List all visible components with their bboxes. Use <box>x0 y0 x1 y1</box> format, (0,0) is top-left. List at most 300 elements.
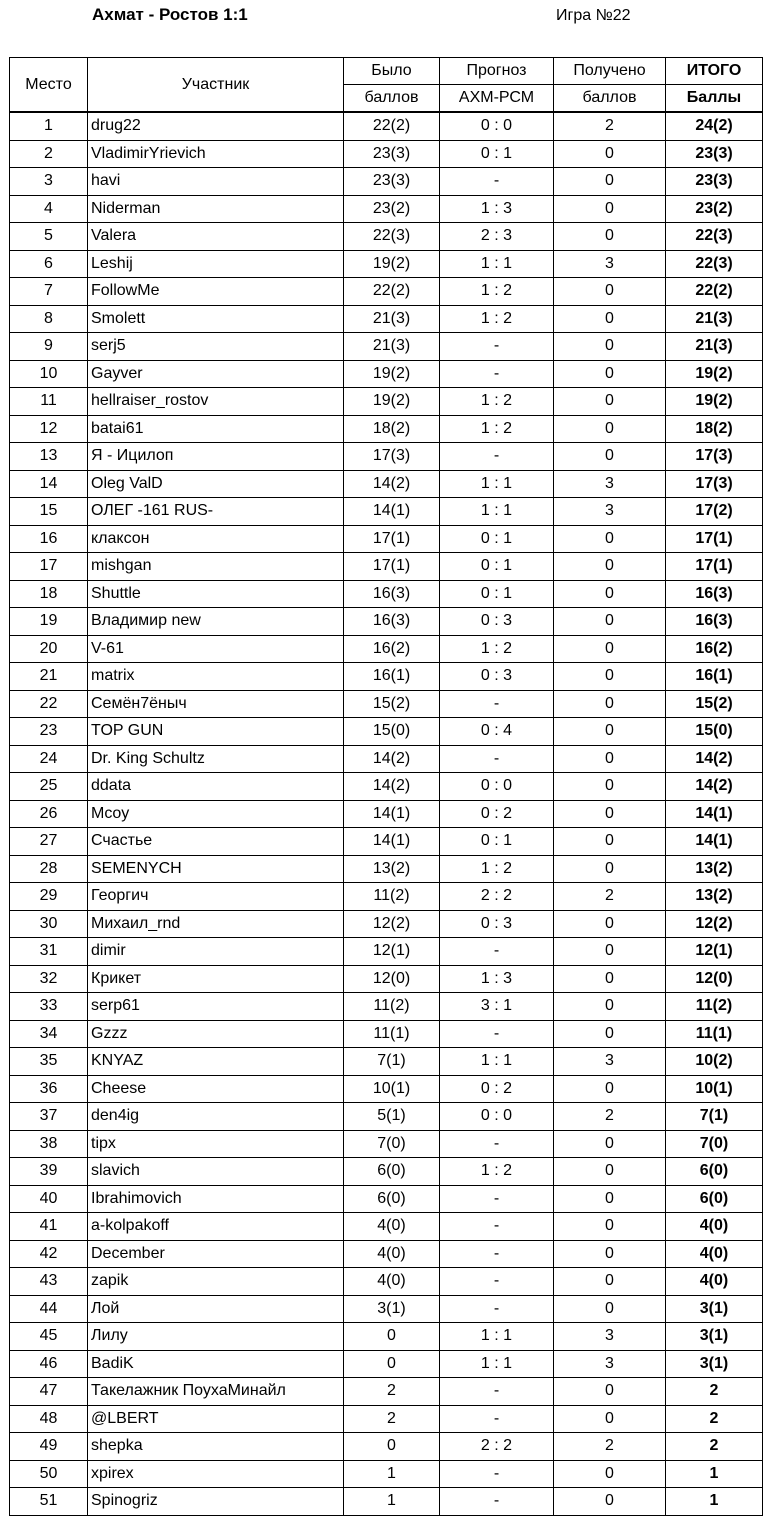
place-cell: 15 <box>10 498 88 526</box>
table-row <box>10 965 763 993</box>
points-before-cell: 12(2) <box>344 910 440 938</box>
total-points-cell: 13(2) <box>666 855 763 883</box>
table-row <box>10 773 763 801</box>
prediction-cell: 1 : 2 <box>440 388 554 416</box>
points-received-cell: 0 <box>554 718 666 746</box>
table-row <box>10 415 763 443</box>
prediction-cell: 1 : 2 <box>440 855 554 883</box>
table-row <box>10 1433 763 1461</box>
table-row <box>10 140 763 168</box>
place-cell: 42 <box>10 1240 88 1268</box>
prediction-cell: - <box>440 1213 554 1241</box>
prediction-cell: 0 : 3 <box>440 663 554 691</box>
total-points-cell: 11(2) <box>666 993 763 1021</box>
place-cell: 38 <box>10 1130 88 1158</box>
place-cell: 30 <box>10 910 88 938</box>
points-before-cell: 21(3) <box>344 305 440 333</box>
points-before-cell: 5(1) <box>344 1103 440 1131</box>
points-before-cell: 16(3) <box>344 580 440 608</box>
points-received-cell: 0 <box>554 553 666 581</box>
table-row <box>10 580 763 608</box>
participant-cell: Gzzz <box>88 1020 344 1048</box>
place-cell: 2 <box>10 140 88 168</box>
total-points-cell: 6(0) <box>666 1158 763 1186</box>
points-before-cell: 2 <box>344 1378 440 1406</box>
prediction-cell: 2 : 3 <box>440 223 554 251</box>
points-before-cell: 7(1) <box>344 1048 440 1076</box>
total-points-cell: 16(3) <box>666 608 763 636</box>
place-cell: 13 <box>10 443 88 471</box>
points-received-cell: 0 <box>554 223 666 251</box>
points-received-cell: 0 <box>554 1185 666 1213</box>
total-points-cell: 17(3) <box>666 443 763 471</box>
header-prediction-top: Прогноз <box>440 58 554 85</box>
points-received-cell: 0 <box>554 663 666 691</box>
participant-cell: tipx <box>88 1130 344 1158</box>
table-body <box>10 112 763 1515</box>
points-before-cell: 6(0) <box>344 1185 440 1213</box>
points-received-cell: 0 <box>554 828 666 856</box>
table-row <box>10 608 763 636</box>
points-before-cell: 23(3) <box>344 168 440 196</box>
place-cell: 29 <box>10 883 88 911</box>
total-points-cell: 12(0) <box>666 965 763 993</box>
participant-cell: Владимир new <box>88 608 344 636</box>
points-before-cell: 4(0) <box>344 1268 440 1296</box>
prediction-cell: 0 : 1 <box>440 828 554 856</box>
participant-cell: Я - Ицилоп <box>88 443 344 471</box>
prediction-cell: 0 : 4 <box>440 718 554 746</box>
place-cell: 45 <box>10 1323 88 1351</box>
points-before-cell: 17(1) <box>344 553 440 581</box>
total-points-cell: 1 <box>666 1460 763 1488</box>
prediction-cell: 1 : 2 <box>440 635 554 663</box>
total-points-cell: 2 <box>666 1405 763 1433</box>
points-received-cell: 0 <box>554 360 666 388</box>
table-row <box>10 1240 763 1268</box>
participant-cell: FollowMe <box>88 278 344 306</box>
place-cell: 49 <box>10 1433 88 1461</box>
total-points-cell: 14(2) <box>666 773 763 801</box>
total-points-cell: 17(2) <box>666 498 763 526</box>
points-received-cell: 0 <box>554 1378 666 1406</box>
place-cell: 40 <box>10 1185 88 1213</box>
total-points-cell: 15(0) <box>666 718 763 746</box>
prediction-cell: - <box>440 1185 554 1213</box>
place-cell: 32 <box>10 965 88 993</box>
points-received-cell: 0 <box>554 938 666 966</box>
place-cell: 47 <box>10 1378 88 1406</box>
prediction-cell: - <box>440 690 554 718</box>
place-cell: 7 <box>10 278 88 306</box>
prediction-cell: 0 : 3 <box>440 910 554 938</box>
points-before-cell: 10(1) <box>344 1075 440 1103</box>
table-row <box>10 443 763 471</box>
prediction-cell: 1 : 2 <box>440 415 554 443</box>
participant-cell: Leshij <box>88 250 344 278</box>
place-cell: 5 <box>10 223 88 251</box>
points-received-cell: 0 <box>554 140 666 168</box>
participant-cell: BadiK <box>88 1350 344 1378</box>
points-before-cell: 7(0) <box>344 1130 440 1158</box>
place-cell: 18 <box>10 580 88 608</box>
points-received-cell: 0 <box>554 690 666 718</box>
table-row <box>10 195 763 223</box>
points-before-cell: 12(0) <box>344 965 440 993</box>
points-before-cell: 21(3) <box>344 333 440 361</box>
points-received-cell: 0 <box>554 443 666 471</box>
points-received-cell: 0 <box>554 1488 666 1516</box>
participant-cell: Niderman <box>88 195 344 223</box>
participant-cell: Лой <box>88 1295 344 1323</box>
place-cell: 25 <box>10 773 88 801</box>
total-points-cell: 3(1) <box>666 1295 763 1323</box>
prediction-cell: - <box>440 333 554 361</box>
place-cell: 50 <box>10 1460 88 1488</box>
table-row <box>10 745 763 773</box>
total-points-cell: 12(2) <box>666 910 763 938</box>
table-row <box>10 1295 763 1323</box>
participant-cell: Счастье <box>88 828 344 856</box>
table-row <box>10 223 763 251</box>
prediction-cell: 0 : 0 <box>440 1103 554 1131</box>
total-points-cell: 15(2) <box>666 690 763 718</box>
total-points-cell: 23(2) <box>666 195 763 223</box>
participant-cell: SEMENYCH <box>88 855 344 883</box>
participant-cell: Семён7ёныч <box>88 690 344 718</box>
points-before-cell: 14(1) <box>344 800 440 828</box>
place-cell: 22 <box>10 690 88 718</box>
header-total-top: ИТОГО <box>666 58 763 85</box>
table-row <box>10 278 763 306</box>
points-before-cell: 0 <box>344 1350 440 1378</box>
points-received-cell: 0 <box>554 1213 666 1241</box>
table-row <box>10 690 763 718</box>
game-number: Игра №22 <box>556 7 631 24</box>
participant-cell: Лилу <box>88 1323 344 1351</box>
points-received-cell: 0 <box>554 1158 666 1186</box>
points-before-cell: 15(0) <box>344 718 440 746</box>
table-row <box>10 1323 763 1351</box>
participant-cell: Крикет <box>88 965 344 993</box>
points-before-cell: 1 <box>344 1488 440 1516</box>
header-prediction-bottom: АХМ-РСМ <box>440 85 554 113</box>
total-points-cell: 19(2) <box>666 360 763 388</box>
table-row <box>10 1185 763 1213</box>
place-cell: 3 <box>10 168 88 196</box>
participant-cell: VladimirYrievich <box>88 140 344 168</box>
total-points-cell: 4(0) <box>666 1268 763 1296</box>
total-points-cell: 3(1) <box>666 1323 763 1351</box>
points-before-cell: 22(2) <box>344 278 440 306</box>
place-cell: 21 <box>10 663 88 691</box>
points-before-cell: 19(2) <box>344 388 440 416</box>
points-before-cell: 22(2) <box>344 112 440 140</box>
place-cell: 6 <box>10 250 88 278</box>
prediction-cell: - <box>440 1488 554 1516</box>
place-cell: 20 <box>10 635 88 663</box>
header-participant: Участник <box>88 58 344 113</box>
prediction-cell: 2 : 2 <box>440 883 554 911</box>
prediction-cell: 0 : 1 <box>440 580 554 608</box>
place-cell: 11 <box>10 388 88 416</box>
total-points-cell: 17(3) <box>666 470 763 498</box>
participant-cell: havi <box>88 168 344 196</box>
place-cell: 17 <box>10 553 88 581</box>
prediction-cell: 1 : 2 <box>440 1158 554 1186</box>
total-points-cell: 23(3) <box>666 168 763 196</box>
table-row <box>10 1488 763 1516</box>
participant-cell: xpirex <box>88 1460 344 1488</box>
place-cell: 19 <box>10 608 88 636</box>
prediction-cell: - <box>440 745 554 773</box>
points-before-cell: 6(0) <box>344 1158 440 1186</box>
participant-cell: drug22 <box>88 112 344 140</box>
total-points-cell: 3(1) <box>666 1350 763 1378</box>
header-place: Место <box>10 58 88 113</box>
prediction-cell: 0 : 1 <box>440 525 554 553</box>
points-received-cell: 0 <box>554 388 666 416</box>
place-cell: 14 <box>10 470 88 498</box>
participant-cell: Cheese <box>88 1075 344 1103</box>
points-before-cell: 17(3) <box>344 443 440 471</box>
total-points-cell: 11(1) <box>666 1020 763 1048</box>
points-received-cell: 0 <box>554 278 666 306</box>
total-points-cell: 7(1) <box>666 1103 763 1131</box>
prediction-cell: 0 : 2 <box>440 800 554 828</box>
points-received-cell: 3 <box>554 1048 666 1076</box>
prediction-cell: 1 : 1 <box>440 470 554 498</box>
total-points-cell: 4(0) <box>666 1213 763 1241</box>
total-points-cell: 1 <box>666 1488 763 1516</box>
table-row <box>10 993 763 1021</box>
header-before-top: Было <box>344 58 440 85</box>
participant-cell: Spinogriz <box>88 1488 344 1516</box>
total-points-cell: 16(3) <box>666 580 763 608</box>
points-received-cell: 0 <box>554 580 666 608</box>
points-before-cell: 16(2) <box>344 635 440 663</box>
points-received-cell: 0 <box>554 635 666 663</box>
prediction-cell: - <box>440 443 554 471</box>
prediction-cell: 1 : 3 <box>440 195 554 223</box>
total-points-cell: 17(1) <box>666 525 763 553</box>
points-before-cell: 23(2) <box>344 195 440 223</box>
points-before-cell: 14(2) <box>344 745 440 773</box>
total-points-cell: 22(3) <box>666 223 763 251</box>
prediction-cell: 1 : 2 <box>440 305 554 333</box>
participant-cell: Smolett <box>88 305 344 333</box>
participant-cell: Shuttle <box>88 580 344 608</box>
participant-cell: mishgan <box>88 553 344 581</box>
points-before-cell: 3(1) <box>344 1295 440 1323</box>
participant-cell: ОЛЕГ -161 RUS- <box>88 498 344 526</box>
table-row <box>10 305 763 333</box>
table-row <box>10 553 763 581</box>
prediction-cell: 0 : 3 <box>440 608 554 636</box>
table-row <box>10 883 763 911</box>
header-received-bottom: баллов <box>554 85 666 113</box>
prediction-cell: - <box>440 1378 554 1406</box>
participant-cell: matrix <box>88 663 344 691</box>
points-received-cell: 0 <box>554 1075 666 1103</box>
participant-cell: serj5 <box>88 333 344 361</box>
participant-cell: dimir <box>88 938 344 966</box>
points-received-cell: 0 <box>554 1240 666 1268</box>
prediction-cell: 1 : 1 <box>440 1350 554 1378</box>
participant-cell: V-61 <box>88 635 344 663</box>
prediction-cell: - <box>440 360 554 388</box>
participant-cell: Ibrahimovich <box>88 1185 344 1213</box>
points-received-cell: 3 <box>554 1323 666 1351</box>
points-before-cell: 14(1) <box>344 498 440 526</box>
participant-cell: ddata <box>88 773 344 801</box>
prediction-cell: - <box>440 1020 554 1048</box>
place-cell: 43 <box>10 1268 88 1296</box>
participant-cell: Gayver <box>88 360 344 388</box>
table-row <box>10 1103 763 1131</box>
table-row <box>10 1350 763 1378</box>
place-cell: 16 <box>10 525 88 553</box>
total-points-cell: 7(0) <box>666 1130 763 1158</box>
match-title: Ахмат - Ростов 1:1 <box>92 5 248 24</box>
table-row <box>10 168 763 196</box>
table-row <box>10 1075 763 1103</box>
total-points-cell: 10(1) <box>666 1075 763 1103</box>
total-points-cell: 14(2) <box>666 745 763 773</box>
points-received-cell: 3 <box>554 1350 666 1378</box>
place-cell: 44 <box>10 1295 88 1323</box>
table-row <box>10 663 763 691</box>
total-points-cell: 23(3) <box>666 140 763 168</box>
prediction-cell: - <box>440 938 554 966</box>
prediction-cell: 1 : 1 <box>440 250 554 278</box>
points-before-cell: 16(1) <box>344 663 440 691</box>
points-received-cell: 0 <box>554 993 666 1021</box>
total-points-cell: 10(2) <box>666 1048 763 1076</box>
prediction-cell: - <box>440 1295 554 1323</box>
table-row <box>10 1378 763 1406</box>
place-cell: 51 <box>10 1488 88 1516</box>
points-before-cell: 1 <box>344 1460 440 1488</box>
participant-cell: Mcoy <box>88 800 344 828</box>
prediction-cell: - <box>440 1130 554 1158</box>
prediction-cell: 1 : 1 <box>440 1048 554 1076</box>
table-row <box>10 1460 763 1488</box>
table-row <box>10 938 763 966</box>
table-row <box>10 498 763 526</box>
points-received-cell: 0 <box>554 195 666 223</box>
place-cell: 10 <box>10 360 88 388</box>
participant-cell: Valera <box>88 223 344 251</box>
table-row <box>10 1405 763 1433</box>
prediction-cell: 1 : 1 <box>440 498 554 526</box>
points-before-cell: 19(2) <box>344 360 440 388</box>
points-received-cell: 0 <box>554 305 666 333</box>
participant-cell: @LBERT <box>88 1405 344 1433</box>
place-cell: 46 <box>10 1350 88 1378</box>
participant-cell: shepka <box>88 1433 344 1461</box>
place-cell: 27 <box>10 828 88 856</box>
participant-cell: December <box>88 1240 344 1268</box>
points-received-cell: 0 <box>554 1268 666 1296</box>
points-received-cell: 3 <box>554 498 666 526</box>
prediction-cell: 0 : 2 <box>440 1075 554 1103</box>
place-cell: 9 <box>10 333 88 361</box>
total-points-cell: 2 <box>666 1433 763 1461</box>
prediction-cell: 1 : 1 <box>440 1323 554 1351</box>
place-cell: 35 <box>10 1048 88 1076</box>
points-before-cell: 0 <box>344 1323 440 1351</box>
points-received-cell: 0 <box>554 525 666 553</box>
points-received-cell: 0 <box>554 415 666 443</box>
points-received-cell: 2 <box>554 1433 666 1461</box>
participant-cell: den4ig <box>88 1103 344 1131</box>
table-row <box>10 1158 763 1186</box>
points-received-cell: 0 <box>554 1405 666 1433</box>
table-row <box>10 470 763 498</box>
points-received-cell: 0 <box>554 333 666 361</box>
points-before-cell: 18(2) <box>344 415 440 443</box>
participant-cell: TOP GUN <box>88 718 344 746</box>
prediction-cell: 0 : 1 <box>440 140 554 168</box>
points-before-cell: 17(1) <box>344 525 440 553</box>
total-points-cell: 13(2) <box>666 883 763 911</box>
header-row-top <box>10 58 763 85</box>
points-received-cell: 0 <box>554 1020 666 1048</box>
table-row <box>10 828 763 856</box>
points-before-cell: 4(0) <box>344 1240 440 1268</box>
table-row <box>10 360 763 388</box>
prediction-cell: - <box>440 168 554 196</box>
place-cell: 41 <box>10 1213 88 1241</box>
total-points-cell: 21(3) <box>666 333 763 361</box>
points-received-cell: 0 <box>554 1295 666 1323</box>
total-points-cell: 4(0) <box>666 1240 763 1268</box>
participant-cell: клаксон <box>88 525 344 553</box>
place-cell: 12 <box>10 415 88 443</box>
points-before-cell: 15(2) <box>344 690 440 718</box>
points-received-cell: 2 <box>554 883 666 911</box>
total-points-cell: 18(2) <box>666 415 763 443</box>
place-cell: 4 <box>10 195 88 223</box>
prediction-cell: 1 : 3 <box>440 965 554 993</box>
total-points-cell: 21(3) <box>666 305 763 333</box>
place-cell: 48 <box>10 1405 88 1433</box>
points-received-cell: 3 <box>554 250 666 278</box>
points-received-cell: 0 <box>554 855 666 883</box>
place-cell: 26 <box>10 800 88 828</box>
points-before-cell: 4(0) <box>344 1213 440 1241</box>
points-before-cell: 23(3) <box>344 140 440 168</box>
table-row <box>10 855 763 883</box>
total-points-cell: 17(1) <box>666 553 763 581</box>
table-row <box>10 1020 763 1048</box>
points-before-cell: 14(2) <box>344 470 440 498</box>
points-received-cell: 3 <box>554 470 666 498</box>
points-before-cell: 19(2) <box>344 250 440 278</box>
place-cell: 24 <box>10 745 88 773</box>
table-row <box>10 250 763 278</box>
participant-cell: slavich <box>88 1158 344 1186</box>
place-cell: 23 <box>10 718 88 746</box>
points-received-cell: 2 <box>554 1103 666 1131</box>
header-before-bottom: баллов <box>344 85 440 113</box>
table-row <box>10 525 763 553</box>
table-row <box>10 333 763 361</box>
place-cell: 33 <box>10 993 88 1021</box>
total-points-cell: 14(1) <box>666 828 763 856</box>
points-before-cell: 12(1) <box>344 938 440 966</box>
